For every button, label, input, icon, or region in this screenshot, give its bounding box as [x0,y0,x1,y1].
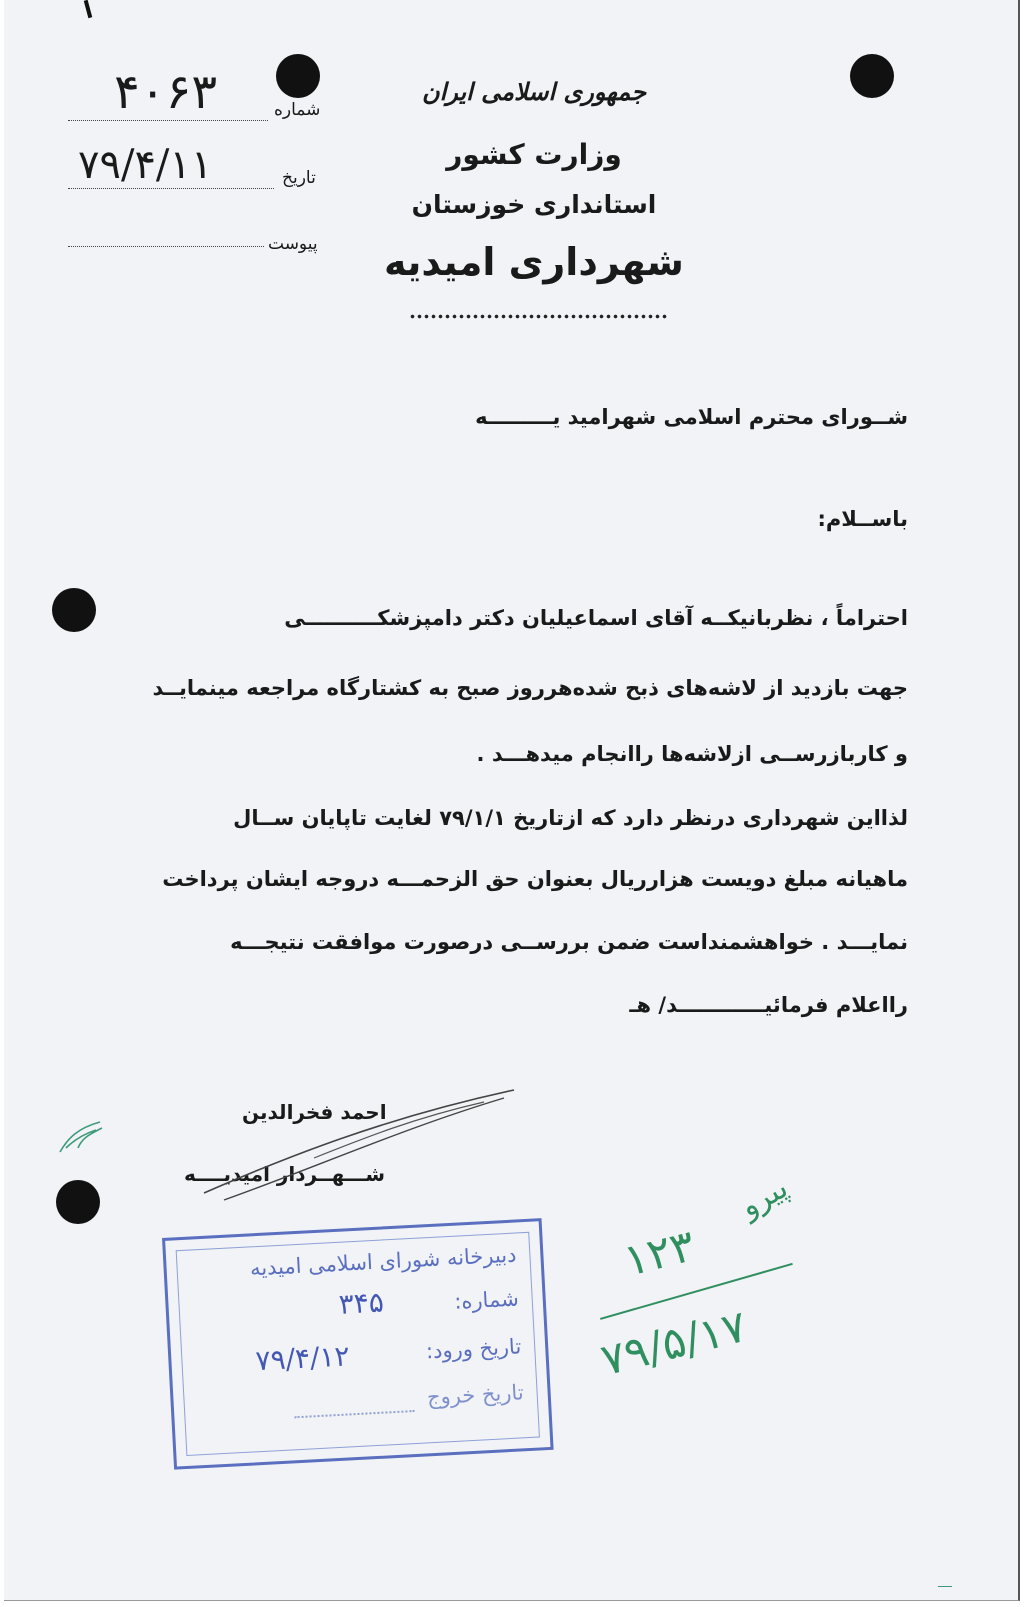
date-value: ۷۹/۴/۱۱ [78,142,213,188]
letterhead-line-2: وزارت کشور [446,138,622,171]
body-line-5: ماهیانه مبلغ دویست هزارریال بعنوان حق الزحمـــه دروجه ایشان پرداخت [162,867,908,891]
stamp-exit-date-label: تاریخ خروج [426,1380,525,1410]
stamp-number-value: ۳۴۵ [337,1285,385,1321]
secretariat-stamp [162,1218,554,1470]
body-line-6: نمایـــد . خواهشمنداست ضمن بررســی درصورت موافقت نتیجـــه [230,930,908,954]
letterhead-line-4: شهرداری امیدیه [384,240,684,284]
stamp-entry-date-value: ۷۹/۴/۱۲ [254,1339,351,1378]
stamp-entry-date-label: تاریخ ورود: [425,1334,522,1364]
page-mark [938,1580,952,1587]
date-label: تاریخ [282,168,316,188]
date-line [68,188,274,189]
attachment-label: پیوست [268,234,318,254]
punch-hole-bottom [56,1180,100,1224]
number-label: شماره [274,100,321,120]
handwritten-signature [164,1088,524,1208]
annotation-note: پیرو [734,1170,794,1225]
punch-hole-top-right [850,54,894,98]
annotation-date: ۷۹/۵/۱۷ [596,1300,752,1387]
number-value: ۴۰۶۳ [114,64,218,120]
annotation-number: ۱۲۳ [618,1220,701,1287]
body-line-3: و کاربازرســی ازلاشه‌ها راانجام میدهـــد . [476,742,908,766]
body-line-7: رااعلام فرمائیــــــــــــد/ هـ [629,993,908,1017]
punch-hole-middle [52,588,96,632]
body-line-2: جهت بازدید از لاشه‌های ذبح شده‌هرروز صبح به کشتارگاه مراجعه مینمایــد [152,676,908,700]
corner-mark [84,0,93,18]
body-line-1: احتراماً ، نظربانیکــه آقای اسماعیلیان دکتر دامپزشکــــــــــی [284,606,908,630]
punch-hole-top-left [276,54,320,98]
addressee: شــورای محترم اسلامی شهرامید یـــــــــه [475,405,908,429]
letterhead-line-1: جمهوری اسلامی ایران [421,78,647,106]
signer-name: احمد فخرالدین [242,1100,387,1124]
letterhead-divider [409,314,669,319]
stamp-number-label: شماره: [453,1286,520,1314]
signer-title: شـــهــردار امیدیــــه [184,1162,386,1186]
letter-page [4,0,1020,1601]
greeting: باســلام: [817,507,908,531]
letterhead-line-3: استانداری خوزستان [411,190,657,219]
attachment-line [68,246,264,247]
number-line [68,120,268,121]
body-line-4: لذااین شهرداری درنظر دارد که ازتاریخ ۷۹/۱/۱ لغایت تاپایان ســال [233,806,908,830]
stamp-title: دبیرخانه شورای اسلامی امیدیه [249,1242,517,1281]
initials-mark [56,1118,106,1158]
